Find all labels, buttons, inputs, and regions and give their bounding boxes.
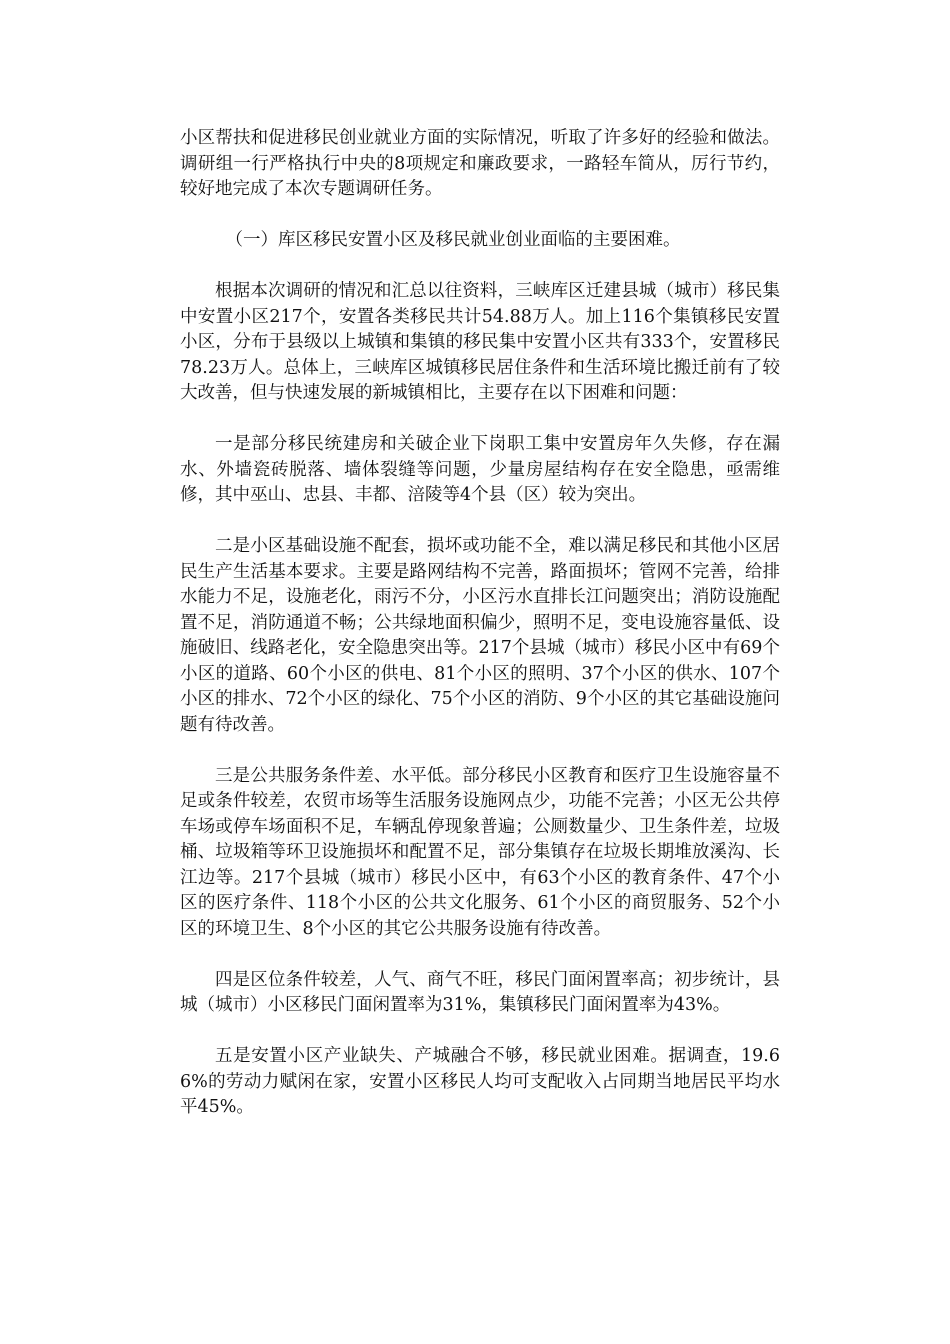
paragraph-overview: 根据本次调研的情况和汇总以往资料，三峡库区迁建县城（城市）移民集中安置小区217个，安置各类移民共计54.88万人。加上116个集镇移民安置小区，分布于县级以上城镇和集镇的移民集中安置小区共有333个，安置移民78.23万人。总体上，三峡库区城镇移民居住条件和生活环境比搬迁前有了较大改善，但与快速发展的新城镇相比，主要存在以下困难和问题：	[180, 281, 780, 403]
document-page	[180, 126, 780, 1146]
paragraph-intro-continued: 小区帮扶和促进移民创业就业方面的实际情况，听取了许多好的经验和做法。调研组一行严格执行中央的8项规定和廉政要求，一路轻车简从，厉行节约，较好地完成了本次专题调研任务。	[180, 128, 780, 199]
paragraph-issue-3: 三是公共服务条件差、水平低。部分移民小区教育和医疗卫生设施容量不足或条件较差，农贸市场等生活服务设施网点少，功能不完善；小区无公共停车场或停车场面积不足，车辆乱停现象普遍；公厕数量少、卫生条件差，垃圾桶、垃圾箱等环卫设施损坏和配置不足，部分集镇存在垃圾长期堆放溪沟、长江边等。217个县城（城市）移民小区中，有63个小区的教育条件、47个小区的医疗条件、118个小区的公共文化服务、61个小区的商贸服务、52个小区的环境卫生、8个小区的其它公共服务设施有待改善。	[180, 765, 780, 939]
paragraph-issue-1: 一是部分移民统建房和关破企业下岗职工集中安置房年久失修，存在漏水、外墙瓷砖脱落、墙体裂缝等问题，少量房屋结构存在安全隐患，亟需维修，其中巫山、忠县、丰都、涪陵等4个县（区）较为突出。	[180, 434, 780, 505]
paragraph-issue-2: 二是小区基础设施不配套，损坏或功能不全，难以满足移民和其他小区居民生产生活基本要求。主要是路网结构不完善，路面损坏；管网不完善，给排水能力不足，设施老化，雨污不分，小区污水直排长江问题突出；消防设施配置不足，消防通道不畅；公共绿地面积偏少，照明不足，变电设施容量低、设施破旧、线路老化，安全隐患突出等。217个县城（城市）移民小区中有69个小区的道路、60个小区的供电、81个小区的照明、37个小区的供水、107个小区的排水、72个小区的绿化、75个小区的消防、9个小区的其它基础设施问题有待改善。	[180, 536, 780, 735]
paragraph-issue-5: 五是安置小区产业缺失、产城融合不够，移民就业困难。据调查，19.66%的劳动力赋闲在家，安置小区移民人均可支配收入占同期当地居民平均水平45%。	[180, 1046, 780, 1117]
section-heading: （一）库区移民安置小区及移民就业创业面临的主要困难。	[225, 230, 681, 250]
paragraph-issue-4: 四是区位条件较差，人气、商气不旺，移民门面闲置率高；初步统计，县城（城市）小区移民门面闲置率为31%，集镇移民门面闲置率为43%。	[180, 969, 780, 1015]
